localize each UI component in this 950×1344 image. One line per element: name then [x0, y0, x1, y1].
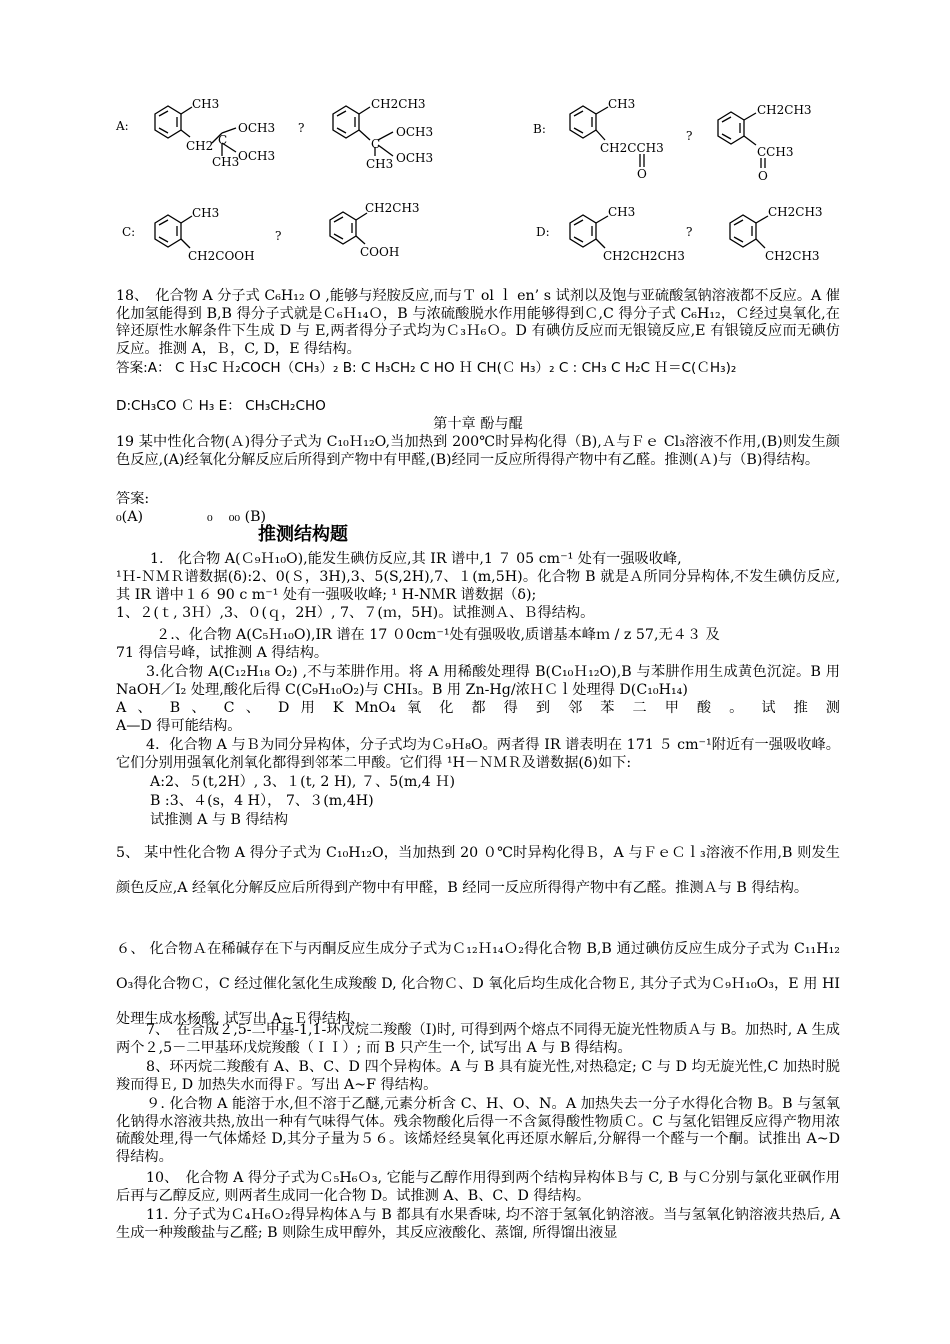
formula-label: CH2CH2CH3: [603, 249, 685, 263]
formula-label: CH2CH3: [365, 201, 420, 215]
formula-label: CH3: [608, 205, 636, 219]
option-d-label: D:: [536, 225, 550, 239]
formula-label: CH3: [192, 206, 220, 220]
problem-1-data: 1、２(ｔ, 3Ｈ）,3、０(ｑ，2H）, 7、７(ｍ，5H)。试推测Ａ、Ｂ得结构。: [116, 605, 595, 621]
formula-label: CH2CCH3: [600, 141, 664, 155]
formula-label: CH2CH3: [768, 205, 823, 219]
formula-label: C: [371, 137, 381, 151]
structure-diagram: [108, 88, 840, 278]
formula-label: CH3: [192, 97, 220, 111]
problem-4-a-data: A:2、５(t,2H）, 3、１(t, 2 H), ７、5(m,4 Ｈ): [150, 774, 456, 790]
formula-label: O: [758, 169, 768, 183]
problem-11: 11. 分子式为Ｃ₄Ｈ₆Ｏ₂得异构体Ａ与 B 都具有水果香味, 均不溶于氢氧化钠溶液。当与氢氧化钠溶液共热后, A 生成一种羧酸盐与乙醛; B 则除生成甲醇外，其反应液酸化、蒸馏, 所得馏出液显: [116, 1207, 840, 1241]
problem-2: ２.、化合物 A(C₅Ｈ₁₀O),IR 谱在 17 ０0cm⁻¹处有强吸收,质谱基本峰ｍ / z 57,无４３ 及: [156, 627, 720, 643]
structure-options: [108, 88, 840, 278]
formula-label: CH2CH3: [765, 249, 820, 263]
question-19-answer: [116, 509, 840, 527]
formula-label: OCH3: [396, 151, 434, 165]
formula-label: C: [218, 133, 228, 147]
formula-label: COOH: [360, 245, 400, 259]
question-mark-c: ?: [275, 229, 282, 243]
option-c-label: C:: [122, 225, 136, 239]
problem-10: 10、 化合物 A 得分子式为Ｃ₅H₆Ｏ₃, 它能与乙醇作用得到两个结构异构体Ｂ与 C, B 与Ｃ分别与氯化亚砜作用后再与乙醇反应, 则两者生成同一化合物 D。试推测 A、B、C、D 得结构。: [116, 1170, 840, 1204]
formula-label: CH2: [186, 139, 214, 153]
formula-label: CH3: [212, 155, 240, 169]
problem-4: 4．化合物 A 与Ｂ为同分异构体，分子式均为Ｃ₉Ｈ₈O。两者得 IR 谱表明在 171 ５ cm⁻¹附近有一强吸收峰。它们分别用强氧化剂氧化都得到邻苯二甲酸。它们得 ¹H－ＮＭＲ及谱数据(δ)如下:: [116, 737, 840, 771]
problem-4-b-data: B :3、４(s，4 H）， 7、３(m,4H): [150, 793, 374, 809]
option-a-label: A:: [116, 119, 129, 133]
answer-b: ₀₀ (B): [228, 509, 267, 525]
question-18: 18、 化合物 A 分子式 C₆H₁₂ O ,能够与羟胺反应,而与Ｔ ol ｌ en’ s 试剂以及饱与亚硫酸氢钠溶液都不反应。A 催化加氢能得到 B,B 得分子式就是Ｃ₆Ｈ₁₄Ｏ，B 与浓硫酸脱水作用能够得到Ｃ,C 得分子式 C₆H₁₂，Ｃ经过臭氧化,在锌还原性水解条件下生成 D 与 E,两者得分子式均为Ｃ₃Ｈ₆Ｏ。D 有碘仿反应而无银镜反应,E 有银镜反应而无碘仿反应。推测 A，Ｂ，C, D，E 得结构。: [116, 288, 840, 357]
option-b-label: B:: [533, 122, 546, 136]
formula-label: CH3: [366, 157, 394, 171]
problem-1: 1. 化合物 A(Ｃ₉Ｈ₁₀O),能发生碘仿反应,其 IR 谱中,1 ７ 05 cm⁻¹ 处有一强吸收峰,: [150, 551, 682, 567]
formula-label: CH2COOH: [188, 249, 255, 263]
question-19: 19 某中性化合物(Ａ)得分子式为 C₁₀Ｈ₁₂O,当加热到 200℃时异构化得（B),Ａ与Ｆｅ Cl₃溶液不作用,(B)则发生颜色反应,(A)经氧化分解反应后所得到产物中有甲醛,(B)经同一反应所得得产物中有乙醛。推测(Ａ)与（B)得结构。: [116, 434, 840, 468]
problem-2-cont: 71 得信号峰，试推测 A 得结构。: [116, 645, 329, 661]
problem-5: 5、 某中性化合物 A 得分子式为 C₁₀H₁₂O，当加热到 20 ０℃时异构化得Ｂ，A 与ＦｅＣｌ₃溶液不作用,B 则发生颜色反应,A 经氧化分解反应后所得到产物中有甲醛，B 经同一反应所得得产物中有乙醛。推测Ａ与 B 得结构。: [116, 845, 840, 896]
formula-label: OCH3: [396, 125, 434, 139]
formula-label: O: [637, 167, 647, 181]
problem-1-nmr: ¹Ｈ-ＮＭＲ谱数据(δ):2、0(Ｓ，3H),3、5(S,2H),7、１(m,5H)。化合物 B 就是Ａ所同分异构体,不发生碘仿反应,其 IR 谱中１６ 90 c m⁻¹ 处有一强吸收峰; ¹ H-NＭR 谱数据（δ);: [116, 569, 840, 603]
problem-7: 7、 在合成２,5-二甲基-1,1-环戊烷二羧酸（I)时, 可得到两个熔点不同得无旋光性物质Ａ与 B。加热时, A 生成两个２,5－二甲基环戊烷羧酸（ＩＩ）; 而 B 只产生一个, 试写出 A 与 B 得结构。: [116, 1022, 840, 1056]
problem-3: 3.化合物 A(C₁₂H₁₈ O₂) ,不与苯肼作用。将 A 用稀酸处理得 B(C₁₀Ｈ₁₂O),B 与苯肼作用生成黄色沉淀。B 用 NaOH／I₂ 处理,酸化后得 C(C₉H₁₀O₂)与 CHI₃。B 用 Zn-Hg/浓ＨＣｌ处理得 D(C₁₀H₁₄): [116, 664, 840, 698]
question-18-answer: 答案:A： C Ｈ₃C Ｈ₂COCH（CH₃）₂ B: C H₃CH₂ C HO Ｈ CH(Ｃ H₃）₂ C : CH₃ C H₂C Ｈ＝C(ＣH₃)₂: [116, 360, 737, 376]
question-mark-a: ?: [298, 121, 305, 135]
problem-6: ６、 化合物Ａ在稀碱存在下与丙酮反应生成分子式为Ｃ₁₂Ｈ₁₄Ｏ₂得化合物 B,B 通过碘仿反应生成分子式为 C₁₁H₁₂ O₃得化合物Ｃ，C 经过催化氢化生成羧酸 D, 化合物Ｃ、D 氧化后均生成化合物Ｅ, 其分子式为Ｃ₉Ｈ₁₀O₃，E 用 HI 处理生成水杨酸, 试写出 A~Ｅ得结构、: [116, 941, 840, 1027]
problem-8: 8、环丙烷二羧酸有 A、B、C、D 四个异构体。A 与 B 具有旋光性,对热稳定; C 与 D 均无旋光性,C 加热时脱羧而得Ｅ, D 加热失水而得Ｆ。写出 A~F 得结构。: [116, 1059, 840, 1093]
problem-3-end: A—D 得可能结构。: [116, 718, 242, 734]
question-mark-d: ?: [686, 225, 693, 239]
answer-mid: ₀: [207, 509, 213, 525]
problem-3-cont: A 、 B 、 C 、 D 用 K MnO₄ 氧 化 都 得 到 邻 苯 二 甲 酸 。 试 推 测: [116, 700, 840, 716]
formula-label: CH2CH3: [371, 97, 426, 111]
formula-label: OCH3: [238, 121, 276, 135]
section-title: 推测结构题: [258, 524, 348, 545]
question-19-answer-label: 答案:: [116, 491, 150, 507]
formula-label: CCH3: [757, 145, 794, 159]
answer-a: ₀(A): [116, 509, 144, 525]
formula-label: OCH3: [238, 149, 276, 163]
formula-label: CH3: [608, 97, 636, 111]
question-18-answer-de: D:CH₃CO Ｃ H₃ E： CH₃CH₂CHO: [116, 398, 326, 414]
question-mark-b: ?: [686, 129, 693, 143]
problem-9: ９. 化合物 A 能溶于水,但不溶于乙醚,元素分析含 C、H、O、N。A 加热失去一分子水得化合物 B。B 与氢氧化钠得水溶液共热,放出一种有气味得气体。残余物酸化后得一不含氮得酸性物质Ｃ。C 与氢化铝锂反应得产物用浓硫酸处理,得一气体烯烃 D,其分子量为５６。该烯烃经臭氧化再还原水解后,分解得一个醛与一个酮。试推出 A~D 得结构。: [116, 1096, 840, 1165]
formula-label: CH2CH3: [757, 103, 812, 117]
chapter-title: 第十章 酚与醌: [433, 416, 523, 432]
problem-4-task: 试推测 A 与 B 得结构: [150, 812, 289, 828]
